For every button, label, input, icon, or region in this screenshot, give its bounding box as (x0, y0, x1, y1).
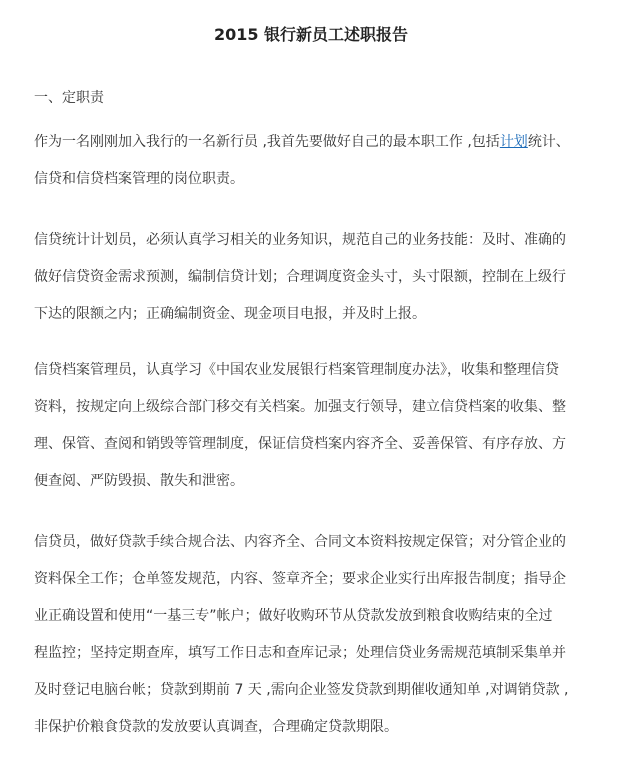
document-title-text: 2015 银行新员工述职报告 (213, 25, 409, 44)
paragraph-line: 信贷档案管理员，认真学习《中国农业发展银行档案管理制度办法》，收集和整理信贷 (34, 362, 559, 378)
paragraph-line: 信贷员，做好贷款手续合规合法、内容齐全、合同文本资料按规定保管；对分管企业的 (34, 534, 566, 550)
paragraph-statistics-planner (34, 222, 596, 333)
paragraph-line: 非保护价粮食贷款的发放要认真调查，合理确定贷款期限。 (34, 719, 398, 735)
paragraph-line: 作为一名刚刚加入我行的一名新行员 ,我首先要做好自己的最本职工作 ,包括计划统计、 (34, 134, 570, 150)
paragraph-line: 资料，按规定向上级综合部门移交有关档案。加强支行领导，建立信贷档案的收集、整 (34, 399, 566, 415)
plan-link[interactable]: 计划 (499, 134, 528, 150)
paragraph-line: 信贷统计计划员，必须认真学习相关的业务知识，规范自己的业务技能：及时、准确的 (34, 232, 566, 248)
paragraph-line: 资料保全工作；仓单签发规范，内容、签章齐全；要求企业实行出库报告制度；指导企 (34, 571, 566, 587)
paragraph-archive-manager (34, 352, 596, 500)
paragraph-intro (34, 124, 596, 198)
paragraph-line: 程监控；坚持定期查库，填写工作日志和查库记录；处理信贷业务需规范填制采集单并 (34, 645, 566, 661)
paragraph-line: 及时登记电脑台帐；贷款到期前 7 天 ,需向企业签发贷款到期催收通知单 ,对调销贷款 , (34, 682, 569, 698)
paragraph-line: 做好信贷资金需求预测，编制信贷计划；合理调度资金头寸，头寸限额，控制在上级行 (34, 269, 566, 285)
paragraph-line: 信贷和信贷档案管理的岗位职责。 (34, 171, 244, 187)
paragraph-line: 业正确设置和使用“一基三专”帐户；做好收购环节从贷款发放到粮食收购结束的全过 (34, 608, 553, 624)
paragraph-credit-officer (34, 524, 596, 746)
section-heading: 一、定职责 (34, 90, 104, 106)
paragraph-line: 便查阅、严防毁损、散失和泄密。 (34, 473, 244, 489)
paragraph-line: 下达的限额之内；正确编制资金、现金项目电报，并及时上报。 (34, 306, 426, 322)
paragraph-line: 理、保管、查阅和销毁等管理制度，保证信贷档案内容齐全、妥善保管、有序存放、方 (34, 436, 566, 452)
document-title (0, 22, 628, 45)
